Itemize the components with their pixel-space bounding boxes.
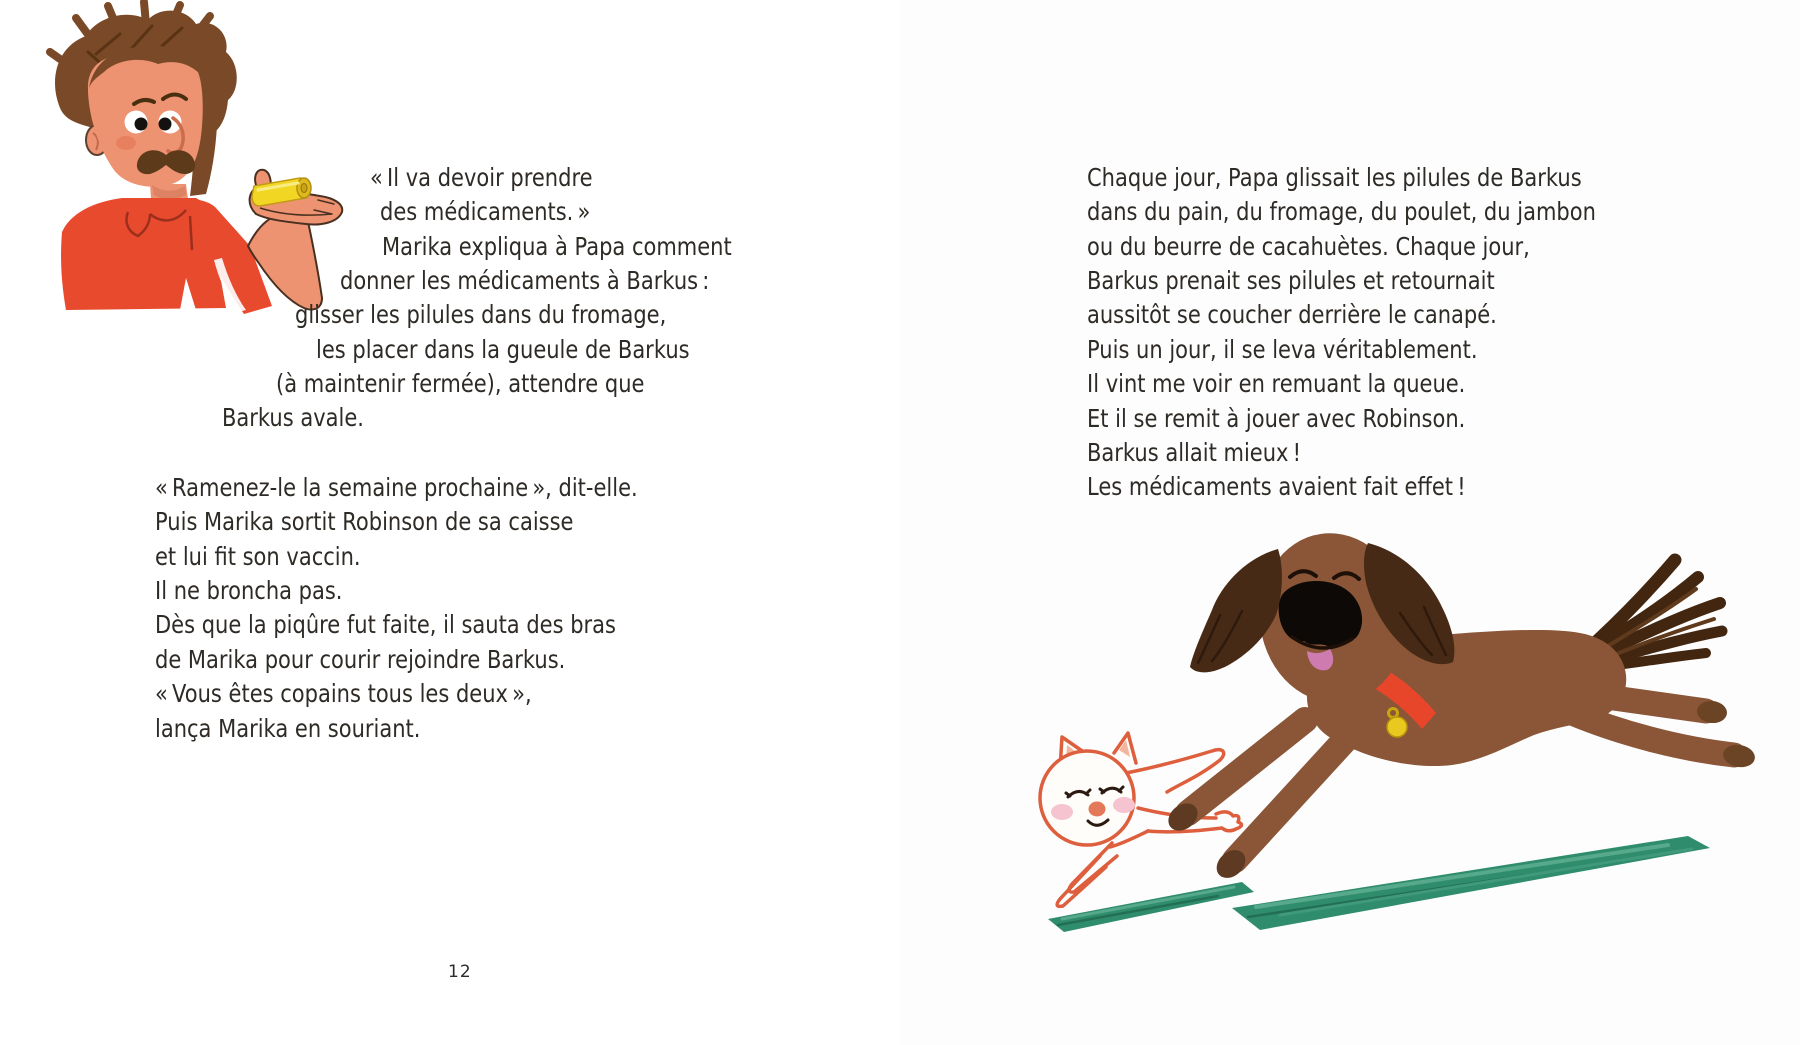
text-line: Il vint me voir en remuant la queue. xyxy=(1087,369,1466,398)
text-line: Chaque jour, Papa glissait les pilules de Barkus xyxy=(1087,163,1582,192)
text-line: Marika expliqua à Papa comment xyxy=(382,232,732,261)
dog-figure xyxy=(1163,524,1757,884)
papa-illustration xyxy=(0,0,345,405)
text-line: Barkus avale. xyxy=(222,403,364,432)
text-line: Les médicaments avaient fait effet ! xyxy=(1087,472,1466,501)
text-line: et lui fit son vaccin. xyxy=(155,542,361,571)
text-line: Puis un jour, il se leva véritablement. xyxy=(1087,335,1478,364)
text-line: glisser les pilules dans du fromage, xyxy=(295,300,667,329)
text-line: Il ne broncha pas. xyxy=(155,576,343,605)
dog-tag xyxy=(1387,717,1407,737)
text-line: aussitôt se coucher derrière le canapé. xyxy=(1087,300,1497,329)
text-line: ou du beurre de cacahuètes. Chaque jour, xyxy=(1087,232,1530,261)
text-line: les placer dans la gueule de Barkus xyxy=(316,335,690,364)
text-line: des médicaments. » xyxy=(380,197,591,226)
cat-figure xyxy=(1040,733,1242,906)
text-line: Barkus allait mieux ! xyxy=(1087,438,1302,467)
text-line: « Vous êtes copains tous les deux », xyxy=(155,679,532,708)
text-line: (à maintenir fermée), attendre que xyxy=(276,369,645,398)
text-line: lança Marika en souriant. xyxy=(155,714,421,743)
text-line: Dès que la piqûre fut faite, il sauta des bras xyxy=(155,610,616,639)
text-line: Puis Marika sortit Robinson de sa caisse xyxy=(155,507,574,536)
page-number: 12 xyxy=(448,962,472,982)
grass-strokes xyxy=(1048,836,1710,932)
papa-figure xyxy=(50,2,342,314)
text-line: de Marika pour courir rejoindre Barkus. xyxy=(155,645,566,674)
dog-cat-illustration xyxy=(1020,515,1760,995)
text-line: « Il va devoir prendre xyxy=(370,163,593,192)
right-page xyxy=(900,0,1800,1045)
text-line: « Ramenez-le la semaine prochaine », dit-elle. xyxy=(155,473,638,502)
text-line: Et il se remit à jouer avec Robinson. xyxy=(1087,404,1466,433)
text-line: Barkus prenait ses pilules et retournait xyxy=(1087,266,1495,295)
text-line: donner les médicaments à Barkus : xyxy=(340,266,710,295)
text-line: dans du pain, du fromage, du poulet, du jambon xyxy=(1087,197,1596,226)
